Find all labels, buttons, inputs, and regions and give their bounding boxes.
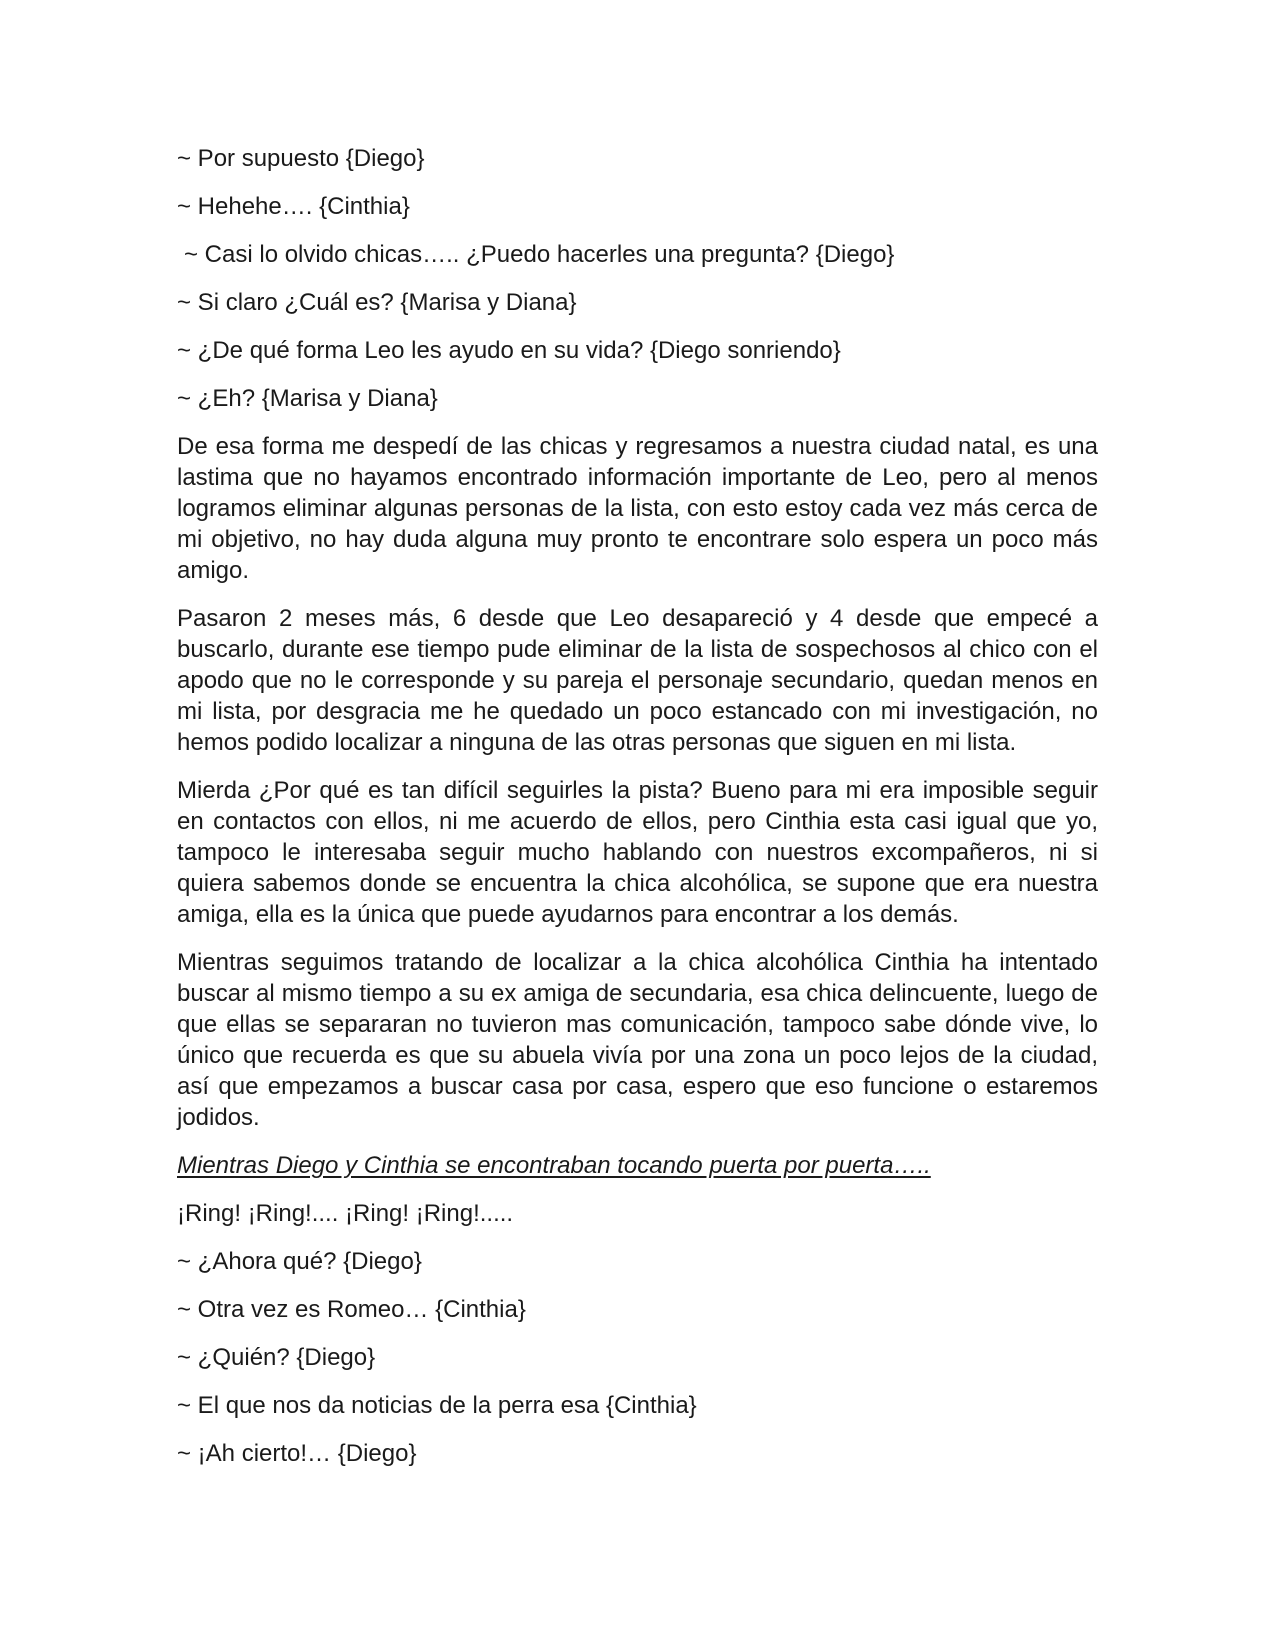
dialogue-line: ~ ¿De qué forma Leo les ayudo en su vida? {Diego sonriendo} xyxy=(177,337,841,364)
dialogue-line: ~ ¿Eh? {Marisa y Diana} xyxy=(177,385,438,412)
dialogue-line: ~ Casi lo olvido chicas….. ¿Puedo hacerles una pregunta? {Diego} xyxy=(184,241,895,268)
dialogue-line: ~ ¿Quién? {Diego} xyxy=(177,1344,376,1371)
scene-heading: Mientras Diego y Cinthia se encontraban tocando puerta por puerta….. xyxy=(177,1152,931,1179)
dialogue-line: ~ ¡Ah cierto!… {Diego} xyxy=(177,1440,417,1467)
dialogue-line: ~ Por supuesto {Diego} xyxy=(177,145,425,172)
document-page xyxy=(177,143,1098,1486)
dialogue-line: ~ ¿Ahora qué? {Diego} xyxy=(177,1248,422,1275)
narrative-paragraph: Mierda ¿Por qué es tan difícil seguirles la pista? Bueno para mi era imposible seguir en contactos con ellos, ni me acuerdo de ellos, pero Cinthia esta casi igual que yo, tampoco le interesaba seguir mucho hablando con nuestros excompañeros, ni si quiera sabemos donde se encuentra la chica alcohólica, se supone que era nuestra amiga, ella es la única que puede ayudarnos para encontrar a los demás. xyxy=(177,777,1098,928)
ring-sound-line: ¡Ring! ¡Ring!.... ¡Ring! ¡Ring!..... xyxy=(177,1200,514,1227)
dialogue-line: ~ Otra vez es Romeo… {Cinthia} xyxy=(177,1296,526,1323)
narrative-paragraph: Pasaron 2 meses más, 6 desde que Leo desapareció y 4 desde que empecé a buscarlo, durante ese tiempo pude eliminar de la lista de sospechosos al chico con el apodo que no le corresponde y su pareja el personaje secundario, quedan menos en mi lista, por desgracia me he quedado un poco estancado con mi investigación, no hemos podido localizar a ninguna de las otras personas que siguen en mi lista. xyxy=(177,605,1098,756)
dialogue-line: ~ Si claro ¿Cuál es? {Marisa y Diana} xyxy=(177,289,577,316)
narrative-paragraph: Mientras seguimos tratando de localizar a la chica alcohólica Cinthia ha intentado buscar al mismo tiempo a su ex amiga de secundaria, esa chica delincuente, luego de que ellas se separaran no tuvieron mas comunicación, tampoco sabe dónde vive, lo único que recuerda es que su abuela vivía por una zona un poco lejos de la ciudad, así que empezamos a buscar casa por casa, espero que eso funcione o estaremos jodidos. xyxy=(177,949,1098,1131)
dialogue-line: ~ Hehehe…. {Cinthia} xyxy=(177,193,410,220)
narrative-paragraph: De esa forma me despedí de las chicas y regresamos a nuestra ciudad natal, es una lastima que no hayamos encontrado información importante de Leo, pero al menos logramos eliminar algunas personas de la lista, con esto estoy cada vez más cerca de mi objetivo, no hay duda alguna muy pronto te encontrare solo espera un poco más amigo. xyxy=(177,433,1098,584)
dialogue-line: ~ El que nos da noticias de la perra esa {Cinthia} xyxy=(177,1392,697,1419)
